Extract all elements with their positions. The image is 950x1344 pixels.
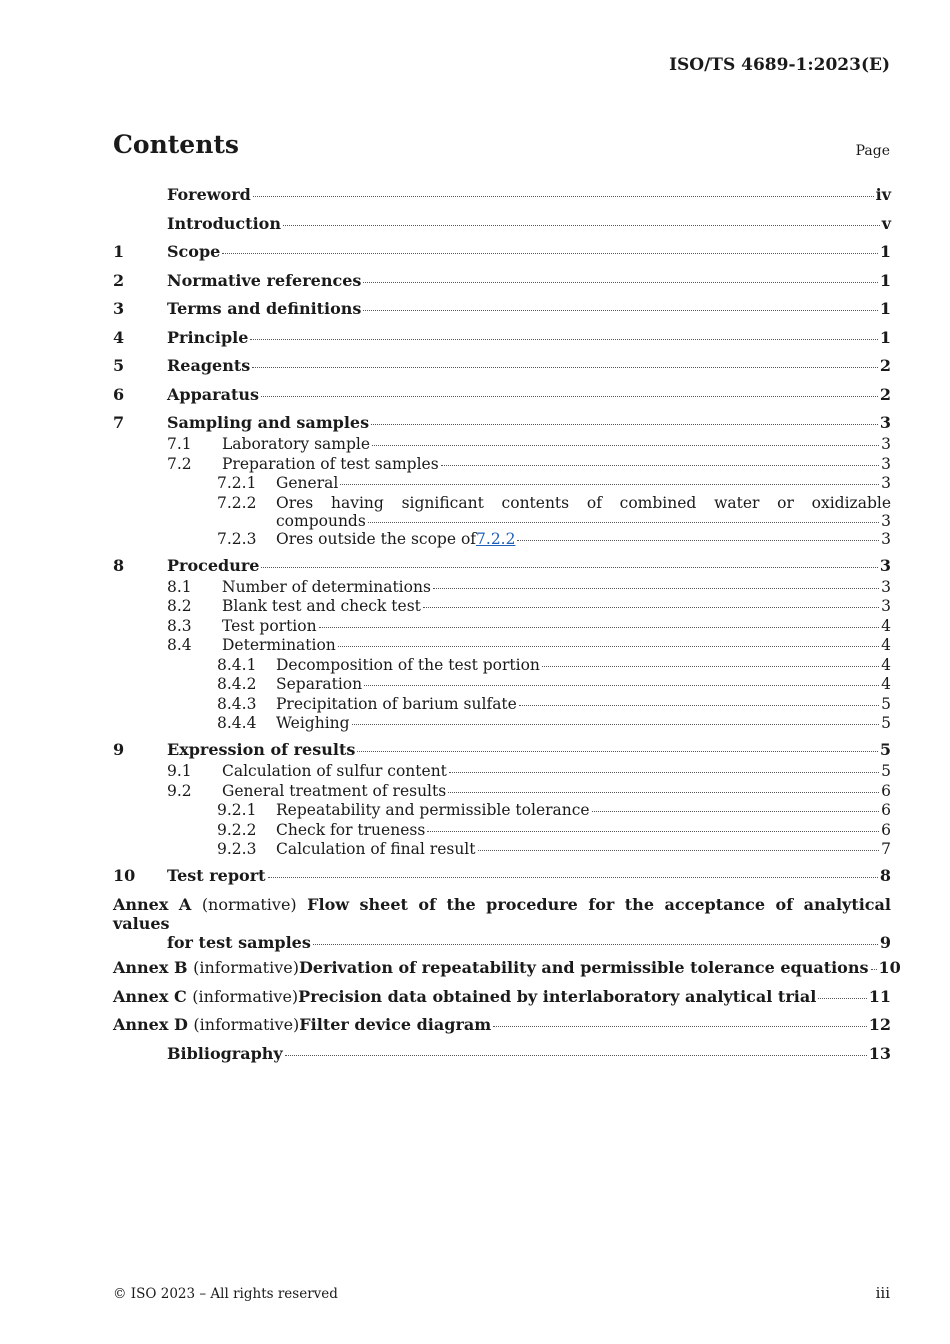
toc-entry[interactable] (113, 714, 891, 734)
toc-entry[interactable] (113, 695, 891, 715)
toc-entry-number: 7.1 (167, 435, 192, 453)
dot-leader (285, 1055, 867, 1056)
toc-entry-page: 1 (879, 242, 891, 261)
toc-entry-title: Blank test and check test (222, 597, 421, 615)
toc-entry-page: iv (875, 185, 891, 204)
dot-leader (519, 705, 879, 706)
dot-leader (253, 196, 874, 197)
toc-entry-title: Scope (167, 242, 221, 261)
toc-entry[interactable] (113, 185, 891, 207)
toc-entry-page: 6 (881, 781, 891, 800)
toc-entry-page: 2 (879, 356, 891, 375)
toc-entry-page: 9 (879, 932, 891, 952)
toc-entry[interactable] (113, 356, 891, 378)
toc-entry-number: 9.2 (167, 781, 192, 800)
toc-entry-number: 7.2 (167, 454, 192, 473)
toc-entry-number: 9.2.1 (217, 801, 257, 819)
toc-entry-page: 3 (881, 597, 891, 615)
toc-entry-page: 4 (881, 616, 891, 635)
annex-title-block (113, 895, 891, 952)
toc-entry-page: 11 (868, 986, 891, 1006)
toc-entry-title: Foreword (167, 185, 251, 204)
toc-entry[interactable] (113, 214, 891, 236)
toc-entry-title: Separation (276, 675, 363, 693)
toc-entry[interactable] (113, 474, 891, 494)
toc-entry-page: 3 (879, 413, 891, 432)
toc-entry-title: Ores having significant contents of combined water or oxidizable (276, 493, 891, 512)
toc-entry-number: 8.4.3 (217, 694, 257, 713)
toc-entry[interactable] (113, 242, 891, 264)
toc-entry[interactable] (113, 656, 891, 676)
toc-entry-page: 1 (879, 270, 891, 290)
toc-entry-page: 3 (881, 511, 891, 530)
annex-label: Annex C (113, 986, 187, 1006)
toc-entry-number: 5 (113, 356, 125, 375)
toc-entry-page: 3 (881, 577, 891, 596)
toc-entry-page: 13 (868, 1043, 891, 1063)
toc-entry-page: 3 (881, 454, 891, 473)
toc-entry[interactable] (113, 494, 891, 530)
toc-entry[interactable] (113, 895, 891, 952)
dot-leader (364, 685, 879, 686)
annex-kind: (normative) (201, 894, 297, 914)
toc-entry-number: 9.1 (167, 762, 192, 780)
toc-entry[interactable] (113, 597, 891, 617)
toc-entry[interactable] (113, 675, 891, 695)
toc-entry-page: 2 (879, 384, 891, 404)
dot-leader (372, 445, 879, 446)
toc-entry-number: 2 (113, 270, 125, 290)
toc-entry-page: 8 (879, 866, 891, 885)
toc-entry[interactable] (113, 782, 891, 802)
toc-entry-title: Reagents (167, 356, 251, 375)
annex-kind: (informative) (193, 1015, 300, 1034)
toc-entry-title: Laboratory sample (222, 435, 371, 453)
toc-entry[interactable] (113, 556, 891, 578)
toc-entry-title: General treatment of results (222, 781, 447, 800)
toc-entry-title: Calculation of sulfur content (222, 762, 447, 780)
toc-entry[interactable] (113, 413, 891, 435)
toc-entry-number: 9.2.3 (217, 840, 257, 858)
toc-entry-title: Repeatability and permissible tolerance (276, 801, 590, 819)
annex-kind: (informative) (192, 986, 299, 1006)
annex-kind: (informative) (193, 958, 299, 977)
toc-entry-page: 3 (879, 555, 891, 575)
dot-leader (222, 253, 878, 254)
toc-entry[interactable] (113, 299, 891, 321)
dot-leader (357, 751, 878, 752)
dot-leader (363, 282, 877, 283)
dot-leader (261, 567, 877, 568)
toc-entry[interactable] (113, 435, 891, 455)
dot-leader (871, 969, 877, 970)
toc-entry[interactable] (113, 840, 891, 860)
toc-entry[interactable] (113, 636, 891, 656)
toc-entry-title: Check for trueness (276, 820, 426, 839)
toc-entry-title: Principle (167, 327, 249, 347)
toc-entry[interactable] (113, 455, 891, 475)
toc-entry-title-continued: for test samples (167, 932, 311, 952)
dot-leader (423, 607, 879, 608)
toc-entry[interactable] (113, 578, 891, 598)
toc-entry-title: Sampling and samples (167, 413, 370, 432)
annex-label: Annex A (113, 894, 192, 914)
toc-entry-page: 12 (868, 1015, 891, 1034)
toc-entry-number: 8.3 (167, 616, 192, 635)
annex-line-1 (113, 895, 891, 933)
dot-leader (448, 792, 879, 793)
toc-entry-number: 9 (113, 740, 125, 759)
dot-leader (478, 850, 880, 851)
toc-entry-title: Decomposition of the test portion (276, 655, 540, 674)
copyright-footer: © ISO 2023 – All rights reserved (113, 1286, 338, 1302)
dot-leader (592, 811, 880, 812)
toc-entry-title: Precision data obtained by interlaboratory analytical trial (298, 986, 817, 1006)
document-id: ISO/TS 4689-1:2023(E) (669, 55, 890, 75)
dot-leader (340, 484, 879, 485)
toc-entry-title: Normative references (167, 270, 362, 290)
toc-entry[interactable] (113, 987, 891, 1009)
toc-entry-title: Precipitation of barium sulfate (276, 694, 517, 713)
toc-entry-number: 8.4.4 (217, 714, 257, 732)
dot-leader (268, 877, 878, 878)
toc-entry-title: Procedure (167, 555, 260, 575)
toc-entry-number: 8.4.2 (217, 675, 257, 693)
toc-entry-title: Weighing (276, 714, 350, 732)
toc-entry-page: 4 (881, 636, 891, 654)
toc-entry-page: 5 (881, 714, 891, 732)
toc-entry-number: 8 (113, 555, 125, 575)
toc-entry-title: Derivation of repeatability and permissible tolerance equations (298, 958, 869, 977)
dot-leader (352, 724, 880, 725)
page-number: iii (875, 1284, 890, 1302)
toc-entry-page: 1 (879, 299, 891, 318)
contents-heading: Contents (113, 130, 240, 159)
page-column-label: Page (855, 143, 890, 159)
toc-entry-number: 9.2.2 (217, 820, 257, 839)
toc-entry[interactable] (113, 328, 891, 350)
toc-entry-title: Calculation of final result (276, 840, 476, 858)
toc-entry[interactable] (113, 958, 901, 980)
toc-entry-number: 7.2.2 (217, 493, 257, 512)
dot-leader (818, 998, 866, 999)
dot-leader (441, 465, 879, 466)
dot-leader (283, 225, 880, 226)
dot-leader (319, 627, 880, 628)
dot-leader (252, 367, 878, 368)
toc-entry-page: 7 (881, 840, 891, 858)
dot-leader (517, 540, 879, 541)
annex-prefix (113, 1015, 299, 1034)
toc-entry-page: 10 (878, 958, 901, 977)
toc-entry-number: 8.1 (167, 577, 192, 596)
toc-entry[interactable] (113, 1044, 891, 1066)
table-of-contents (113, 185, 901, 1066)
dot-leader (338, 646, 879, 647)
toc-entry[interactable] (113, 271, 891, 293)
toc-entry-page: v (881, 213, 891, 233)
toc-entry-title: Preparation of test samples (222, 454, 439, 473)
annex-prefix (113, 987, 298, 1006)
dot-leader (542, 666, 879, 667)
toc-entry-title: Filter device diagram (299, 1015, 492, 1034)
toc-entry-number: 1 (113, 242, 125, 261)
toc-entry-number: 7.2.1 (217, 474, 257, 492)
toc-entry-title-block (276, 494, 891, 530)
toc-entry[interactable] (113, 866, 891, 888)
toc-entry-title: Ores outside the scope of (276, 529, 477, 548)
dot-leader (250, 339, 877, 340)
dot-leader (313, 944, 878, 945)
toc-entry-number: 8.2 (167, 597, 192, 615)
toc-entry-title-continued: compounds (276, 511, 366, 530)
toc-entry[interactable] (113, 762, 891, 782)
toc-entry-number: 8.4.1 (217, 655, 257, 674)
toc-entry-page: 3 (881, 474, 891, 492)
toc-entry-title: General (276, 474, 339, 492)
dot-leader (427, 831, 879, 832)
toc-entry[interactable] (113, 530, 891, 550)
toc-entry[interactable] (113, 740, 891, 762)
toc-entry-number: 7 (113, 413, 125, 432)
toc-entry-title: Apparatus (167, 384, 259, 404)
toc-entry-title: Bibliography (167, 1043, 283, 1063)
toc-entry-number: 6 (113, 384, 125, 404)
toc-entry-title: Terms and definitions (167, 299, 362, 318)
annex-label: Annex D (113, 1015, 188, 1034)
toc-entry-page: 3 (881, 529, 891, 548)
dot-leader (261, 396, 878, 397)
toc-entry[interactable] (113, 617, 891, 637)
toc-entry[interactable] (113, 821, 891, 841)
toc-entry-number: 4 (113, 327, 125, 347)
toc-entry-page: 6 (881, 801, 891, 819)
toc-entry-page: 4 (881, 655, 891, 674)
toc-entry-page: 5 (881, 762, 891, 780)
toc-entry-title: Flow sheet of the procedure for the acceptance of analytical values (113, 894, 891, 933)
dot-leader (363, 310, 877, 311)
cross-reference-link[interactable]: 7.2.2 (476, 529, 516, 548)
toc-entry-page: 5 (881, 694, 891, 713)
annex-label: Annex B (113, 958, 188, 977)
toc-entry-page: 5 (879, 740, 891, 759)
toc-entry-number: 3 (113, 299, 125, 318)
toc-entry-line-2 (276, 512, 891, 530)
toc-entry-title: Number of determinations (222, 577, 431, 596)
annex-prefix (113, 958, 299, 977)
toc-entry-page: 1 (879, 327, 891, 347)
toc-entry-title: Test report (167, 866, 266, 885)
toc-entry-number: 10 (113, 866, 136, 885)
toc-entry[interactable] (113, 1015, 891, 1037)
toc-entry-page: 3 (881, 435, 891, 453)
toc-entry-number: 8.4 (167, 636, 192, 654)
dot-leader (371, 424, 878, 425)
toc-entry-title: Expression of results (167, 740, 356, 759)
toc-entry-number: 7.2.3 (217, 529, 257, 548)
toc-entry-page: 6 (881, 820, 891, 839)
dot-leader (449, 772, 879, 773)
dot-leader (493, 1026, 867, 1027)
dot-leader (433, 588, 879, 589)
toc-entry-title: Determination (222, 636, 336, 654)
toc-entry[interactable] (113, 385, 891, 407)
toc-entry-title: Introduction (167, 213, 281, 233)
dot-leader (368, 522, 879, 523)
toc-entry-page: 4 (881, 675, 891, 693)
toc-entry[interactable] (113, 801, 891, 821)
toc-entry-title: Test portion (222, 616, 317, 635)
annex-line-2 (113, 933, 891, 952)
